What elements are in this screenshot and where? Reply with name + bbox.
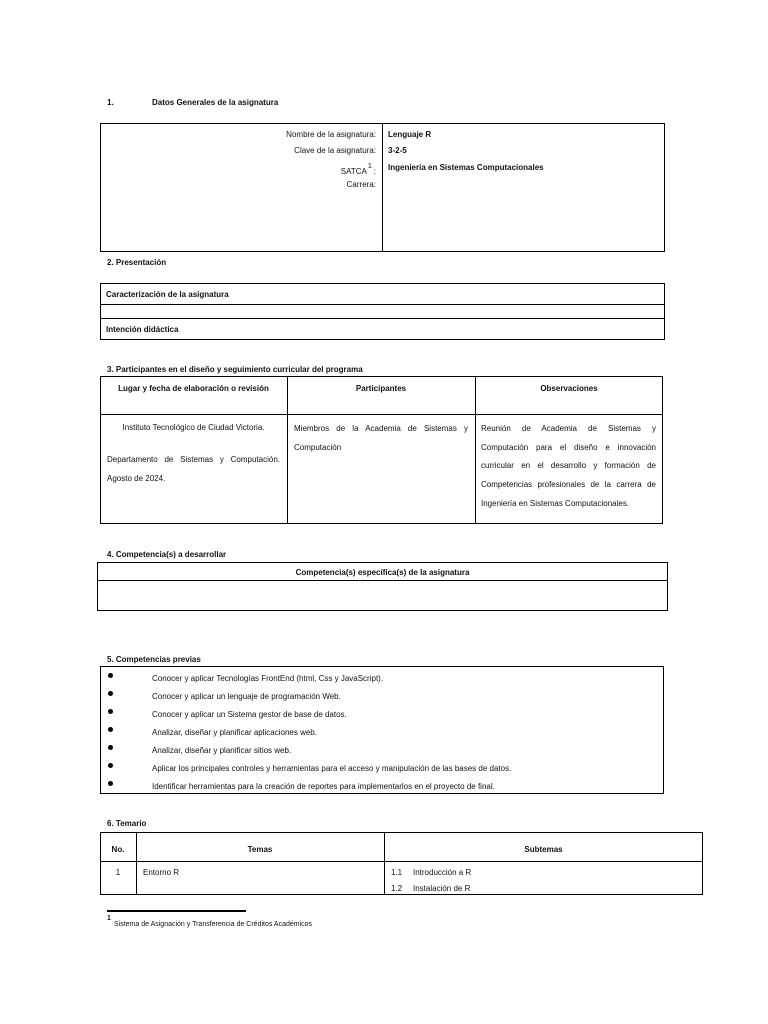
participantes-line-1: Miembros de la Academia de Sistemas y [294, 424, 468, 433]
label-carrera: Carrera: [346, 180, 376, 189]
observaciones-line-5: Ingeniería en Sistemas Computacionales. [481, 499, 630, 508]
participants-header-participantes: Participantes [355, 384, 407, 393]
value-clave: 3-2-5 [388, 146, 407, 155]
observaciones-line-2: Computación para el diseño e innovación [481, 443, 656, 452]
section-5-title: 5. Competencias previas [107, 655, 201, 664]
section-2-title: 2. Presentación [107, 258, 167, 267]
previas-item-3: Conocer y aplicar un Sistema gestor de base de datos. [152, 710, 347, 719]
observaciones-line-1: Reunión de Academia de Sistemas y [481, 424, 656, 433]
label-satca-footnote-mark: 1 [367, 163, 372, 170]
footnote-rule [107, 910, 246, 912]
participants-header-lugar: Lugar y fecha de elaboración o revisión [118, 384, 269, 393]
section-4-title: 4. Competencia(s) a desarrollar [107, 550, 227, 559]
presentation-row-line-2 [100, 318, 665, 319]
observaciones-line-3: curricular en el desarrollo y formación de [481, 461, 656, 470]
label-nombre: Nombre de la asignatura: [286, 130, 376, 139]
participants-col-line-2 [475, 376, 476, 524]
subtema-number-2: 1.2 [391, 884, 403, 893]
section-3-title: 3. Participantes en el diseño y seguimiento curricular del programa [107, 365, 363, 374]
subtema-text-1: Introducción a R [413, 868, 472, 877]
section-1-number: 1. [107, 98, 114, 107]
participants-header-line [100, 414, 663, 415]
temario-header-line [100, 861, 703, 862]
label-satca-text: SATCA [340, 167, 367, 176]
bullet-icon [108, 673, 113, 678]
temario-col-line-2 [384, 832, 385, 895]
previas-item-1: Conocer y aplicar Tecnologías FrontEnd (html, Css y JavaScript). [152, 674, 384, 683]
competencias-header: Competencia(s) específica(s) de la asignatura [295, 568, 470, 577]
previas-item-7: Identificar herramientas para la creación de reportes para implementarlos en el proyecto de final. [152, 782, 495, 791]
footnote-mark: 1 [107, 915, 111, 922]
temario-row-no: 1 [115, 868, 121, 877]
intencion-label: Intención didáctica [106, 325, 179, 334]
lugar-line-2: Departamento de Sistemas y Computación. [107, 455, 280, 464]
observaciones-line-4: Competencias profesionales de la carrera de [481, 480, 656, 489]
previas-item-2: Conocer y aplicar un lenguaje de programación Web. [152, 692, 341, 701]
competencias-header-line [97, 580, 668, 581]
previas-item-5: Analizar, diseñar y planificar sitios web. [152, 746, 292, 755]
section-1-title: Datos Generales de la asignatura [152, 98, 279, 107]
temario-header-subtemas: Subtemas [524, 845, 563, 854]
label-satca [341, 163, 376, 176]
caracterizacion-label: Caracterización de la asignatura [106, 290, 229, 299]
label-clave: Clave de la asignatura: [294, 146, 376, 155]
bullet-icon [108, 763, 113, 768]
bullet-icon [108, 727, 113, 732]
general-data-divider [382, 123, 383, 252]
presentation-row-line-1 [100, 304, 665, 305]
value-carrera: Ingeniería en Sistemas Computacionales [388, 163, 544, 172]
temario-row-tema: Entorno R [143, 868, 180, 877]
subtema-text-2: Instalación de R [413, 884, 471, 893]
previas-item-4: Analizar, diseñar y planificar aplicaciones web. [152, 728, 317, 737]
footnote-text: Sistema de Asignación y Transferencia de Créditos Académicos [114, 921, 313, 928]
subtema-number-1: 1.1 [391, 868, 403, 877]
label-satca-colon: : [373, 167, 376, 176]
participantes-line-2: Computación [294, 443, 342, 452]
participants-col-line-1 [287, 376, 288, 524]
previas-item-6: Aplicar los principales controles y herramientas para el acceso y manipulación de las bases de datos. [152, 764, 512, 773]
lugar-line-3: Agosto de 2024. [107, 474, 166, 483]
participants-header-observaciones: Observaciones [540, 384, 598, 393]
temario-header-no: No. [111, 845, 125, 854]
section-6-title: 6. Temario [107, 819, 147, 828]
bullet-icon [108, 745, 113, 750]
value-nombre: Lenguaje R [388, 130, 432, 139]
temario-col-line-1 [136, 832, 137, 895]
bullet-icon [108, 691, 113, 696]
lugar-line-1: Instituto Tecnológico de Ciudad Victoria. [122, 423, 265, 432]
bullet-icon [108, 781, 113, 786]
temario-header-temas: Temas [247, 845, 273, 854]
bullet-icon [108, 709, 113, 714]
